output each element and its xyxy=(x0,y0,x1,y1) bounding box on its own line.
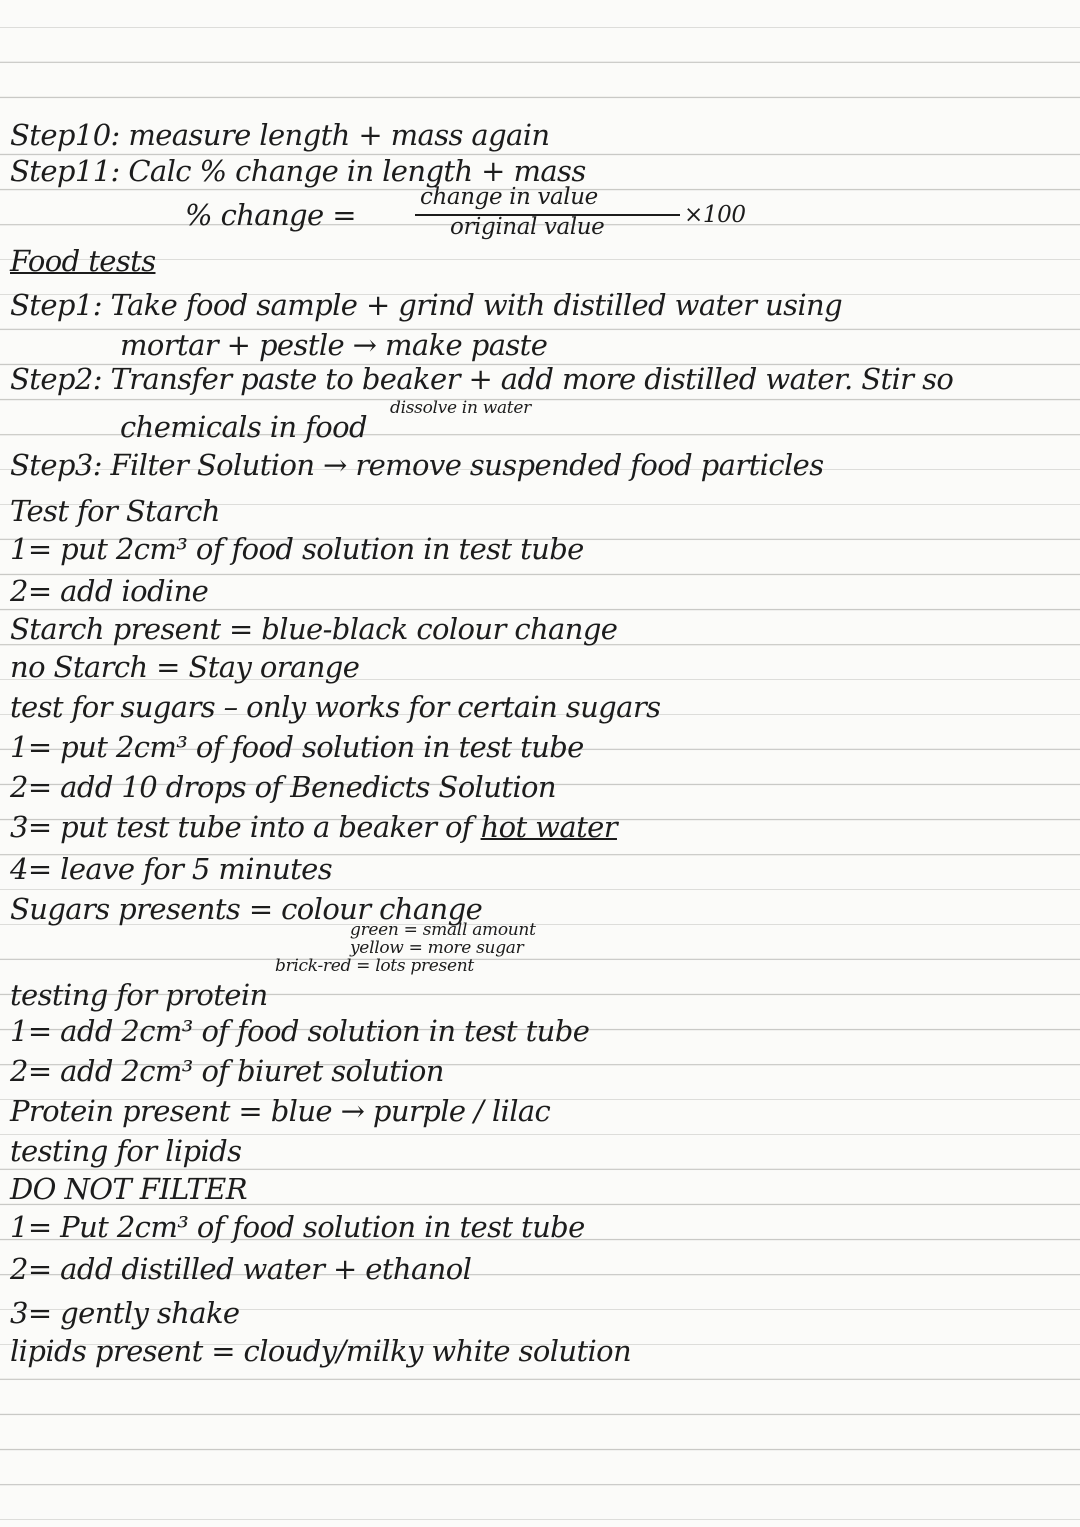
step1-continued: mortar + pestle → make paste xyxy=(120,328,548,362)
percent-change-label: % change = xyxy=(185,198,356,232)
lipid-step2: 2= add distilled water + ethanol xyxy=(10,1252,472,1286)
step1-line: Step1: Take food sample + grind with distilled water using xyxy=(10,288,843,322)
food-tests-heading: Food tests xyxy=(10,244,156,278)
starch-present-result: Starch present = blue-black colour change xyxy=(10,612,618,646)
sugar-step3-hot-water: hot water xyxy=(480,810,617,844)
starch-step1: 1= put 2cm³ of food solution in test tube xyxy=(10,532,584,566)
protein-step1: 1= add 2cm³ of food solution in test tube xyxy=(10,1014,590,1048)
sugar-step4: 4= leave for 5 minutes xyxy=(10,852,333,886)
lipid-step1: 1= Put 2cm³ of food solution in test tube xyxy=(10,1210,585,1244)
step3-line: Step3: Filter Solution → remove suspended food particles xyxy=(10,448,824,482)
lipid-present-result: lipids present = cloudy/milky white solution xyxy=(10,1334,632,1368)
formula-numerator: change in value xyxy=(420,184,598,210)
protein-present-result: Protein present = blue → purple / lilac xyxy=(10,1094,551,1128)
sugar-green-result: green = small amount xyxy=(350,920,536,940)
step2-continued: chemicals in food xyxy=(120,410,367,444)
step2-insertion: dissolve in water xyxy=(390,398,531,418)
step10-line: Step10: measure length + mass again xyxy=(10,118,550,152)
sugar-test-heading: test for sugars – only works for certain sugars xyxy=(10,690,661,724)
sugar-red-result: brick-red = lots present xyxy=(275,956,474,976)
lipid-test-heading: testing for lipids xyxy=(10,1134,242,1168)
sugar-step1: 1= put 2cm³ of food solution in test tube xyxy=(10,730,584,764)
step11-line: Step11: Calc % change in length + mass xyxy=(10,154,586,188)
sugar-present-result: Sugars presents = colour change xyxy=(10,892,483,926)
sugar-step2: 2= add 10 drops of Benedicts Solution xyxy=(10,770,556,804)
protein-step2: 2= add 2cm³ of biuret solution xyxy=(10,1054,444,1088)
protein-test-heading: testing for protein xyxy=(10,978,268,1012)
lipid-step3: 3= gently shake xyxy=(10,1296,240,1330)
step2-line: Step2: Transfer paste to beaker + add more distilled water. Stir so xyxy=(10,362,954,396)
sugar-step3-text: 3= put test tube into a beaker of xyxy=(10,810,481,844)
formula-multiplier: ×100 xyxy=(684,202,746,228)
sugar-yellow-result: yellow = more sugar xyxy=(350,938,524,958)
lipid-warning: DO NOT FILTER xyxy=(10,1172,247,1206)
starch-absent-result: no Starch = Stay orange xyxy=(10,650,360,684)
sugar-step3 xyxy=(10,810,617,844)
formula-denominator: original value xyxy=(450,214,605,240)
starch-test-heading: Test for Starch xyxy=(10,494,220,528)
starch-step2: 2= add iodine xyxy=(10,574,209,608)
